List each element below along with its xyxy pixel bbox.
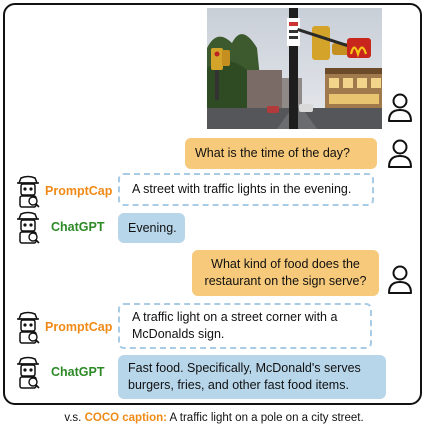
chatgpt-text-1: Evening. [128, 220, 177, 235]
chatgpt-agent-2 [15, 355, 104, 389]
promptcap-label: PromptCap [45, 320, 113, 334]
chatgpt-agent-1 [15, 210, 104, 244]
promptcap-agent-2 [15, 310, 112, 344]
coco-caption-label: COCO caption: [84, 412, 167, 424]
robot-detective-icon [15, 210, 41, 244]
chatgpt-answer-2 [118, 355, 386, 399]
promptcap-agent-1 [15, 174, 112, 208]
question-bubble-1 [185, 138, 377, 169]
user-icon [387, 264, 413, 294]
chatgpt-label: ChatGPT [51, 365, 105, 379]
footer-prefix: v.s. [64, 412, 82, 424]
street-photo [207, 8, 382, 129]
chatgpt-answer-1 [118, 213, 185, 243]
promptcap-text-1: A street with traffic lights in the evening. [132, 182, 352, 196]
promptcap-text-2: A traffic light on a street corner with a McDonalds sign. [132, 310, 338, 341]
robot-detective-icon [15, 310, 41, 344]
robot-detective-icon [15, 174, 41, 208]
user-icon [387, 138, 413, 168]
robot-detective-icon [15, 355, 41, 389]
question-text-2: What kind of food does the restaurant on the sign serve? [204, 257, 367, 288]
promptcap-caption-2 [118, 303, 372, 349]
chatgpt-label: ChatGPT [51, 220, 105, 234]
promptcap-caption-1 [118, 173, 374, 206]
question-bubble-2 [192, 250, 379, 296]
user-icon [387, 92, 413, 122]
coco-caption-text: A traffic light on a pole on a city street. [169, 412, 364, 424]
question-text-1: What is the time of the day? [195, 146, 350, 160]
coco-comparison-caption [0, 412, 428, 424]
chatgpt-text-2: Fast food. Specifically, McDonald's serves burgers, fries, and other fast food items. [128, 361, 361, 392]
promptcap-label: PromptCap [45, 184, 113, 198]
